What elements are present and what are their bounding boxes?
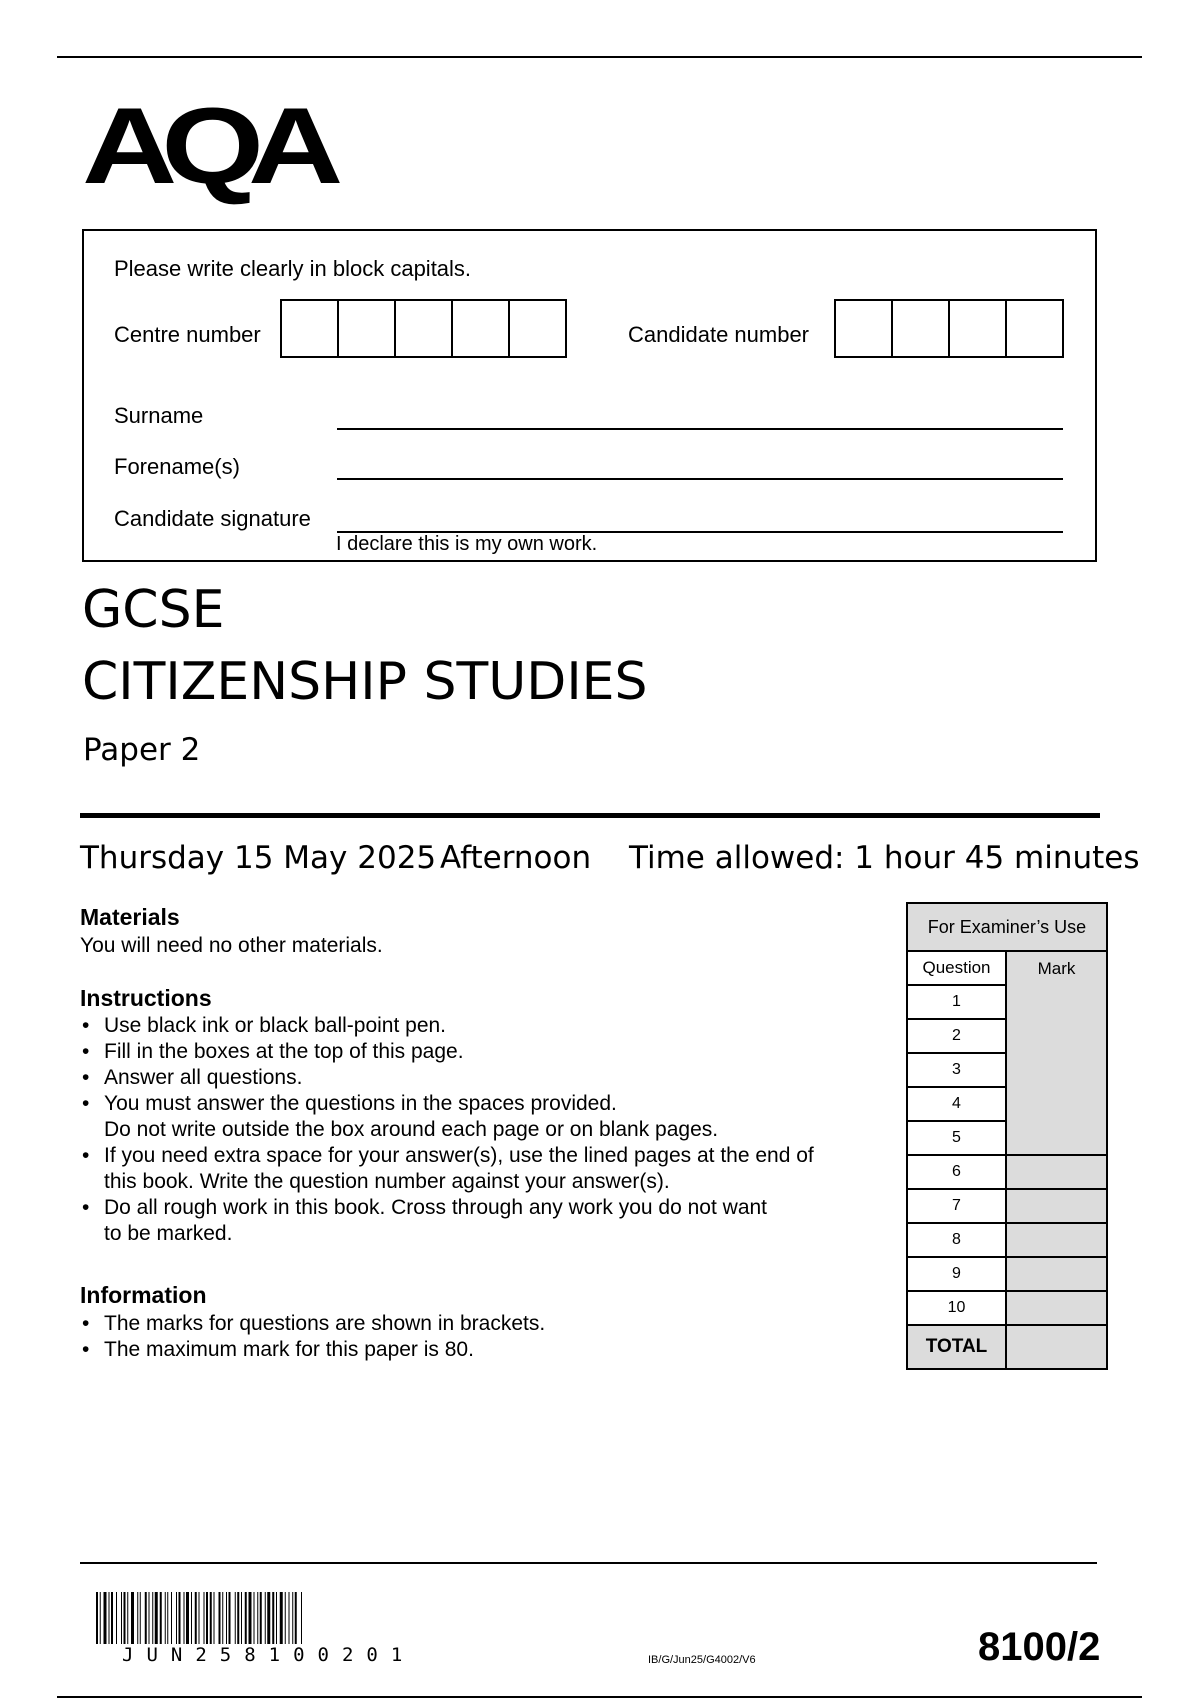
barcode-bar (179, 1592, 181, 1644)
barcode-bar (245, 1592, 247, 1644)
question-number-cell: 2 (908, 1020, 1007, 1054)
exam-session: Afternoon (440, 840, 592, 876)
title-divider (80, 813, 1100, 818)
barcode-bar (111, 1592, 113, 1644)
barcode-bar (155, 1592, 158, 1644)
instruction-text: If you need extra space for your answer(s), use the lined pages at the end of (104, 1144, 814, 1167)
barcode-bar (226, 1592, 227, 1644)
barcode-bar (289, 1592, 290, 1644)
examiner-table-row (908, 1258, 1106, 1292)
candidate-number-label: Candidate number (628, 322, 810, 347)
question-number-cell: 8 (908, 1224, 1007, 1258)
barcode-bar (195, 1592, 197, 1644)
candidate-number-digit-box[interactable] (1007, 301, 1062, 356)
barcode-digits: JUN258100201 (122, 1644, 416, 1666)
mark-cell[interactable] (1007, 1088, 1106, 1122)
centre-number-boxes[interactable] (280, 299, 567, 358)
centre-number-digit-box[interactable] (453, 301, 510, 356)
signature-label: Candidate signature (114, 506, 311, 531)
instruction-item (80, 1013, 814, 1039)
barcode-bar (116, 1592, 117, 1644)
barcode-bar (145, 1592, 147, 1644)
instruction-item-continued (80, 1117, 814, 1143)
mark-cell[interactable] (1005, 1190, 1106, 1224)
question-number-cell: 6 (908, 1156, 1007, 1190)
information-item (80, 1311, 545, 1337)
barcode-bar (235, 1592, 236, 1644)
forename-label: Forename(s) (114, 454, 240, 479)
barcode-bar (160, 1592, 162, 1644)
barcode-bar (137, 1592, 138, 1644)
time-allowed: Time allowed: 1 hour 45 minutes (629, 840, 1140, 876)
total-label: TOTAL (908, 1326, 1007, 1368)
barcode-bar (96, 1592, 98, 1644)
barcode-bar (206, 1592, 208, 1644)
instruction-item-continued (80, 1169, 814, 1195)
barcode-bar (186, 1592, 189, 1644)
question-number-cell: 1 (908, 986, 1007, 1020)
barcode-bar (167, 1592, 168, 1644)
surname-field[interactable] (337, 428, 1063, 430)
barcode-bar (149, 1592, 150, 1644)
candidate-number-digit-box[interactable] (950, 301, 1007, 356)
barcode-bar (165, 1592, 166, 1644)
barcode-bar (100, 1592, 101, 1644)
top-rule (57, 56, 1142, 58)
question-number-cell: 4 (908, 1088, 1007, 1122)
instruction-item (80, 1065, 814, 1091)
barcode-bar (267, 1592, 270, 1644)
barcode-image (96, 1592, 481, 1644)
instruction-text: Do not write outside the box around each page or on blank pages. (104, 1118, 719, 1141)
examiner-table-title: For Examiner’s Use (908, 904, 1106, 952)
information-heading: Information (80, 1282, 207, 1308)
barcode-bar (285, 1592, 286, 1644)
instruction-text: Do all rough work in this book. Cross through any work you do not want (104, 1196, 768, 1219)
barcode-bar (260, 1592, 262, 1644)
block-capitals-instruction: Please write clearly in block capitals. (114, 256, 472, 281)
barcode-bar (121, 1592, 122, 1644)
barcode-bar (219, 1592, 221, 1644)
paper-number: Paper 2 (83, 732, 201, 768)
candidate-number-digit-box[interactable] (893, 301, 950, 356)
barcode-bar (222, 1592, 223, 1644)
instruction-item (80, 1091, 814, 1117)
barcode-bar (124, 1592, 126, 1644)
paper-code: 8100/2 (978, 1625, 1101, 1669)
question-number-cell: 9 (908, 1258, 1007, 1292)
instruction-text: You must answer the questions in the spaces provided. (104, 1092, 617, 1115)
mark-column-header: Mark (1007, 952, 1106, 986)
bottom-rule (57, 1696, 1142, 1698)
instructions-list (80, 1013, 814, 1247)
instruction-text: this book. Write the question number against your answer(s). (104, 1170, 670, 1193)
barcode-bar (152, 1592, 153, 1644)
footer-rule (80, 1562, 1097, 1564)
centre-number-digit-box[interactable] (339, 301, 396, 356)
centre-number-digit-box[interactable] (282, 301, 339, 356)
information-item (80, 1337, 545, 1363)
information-list (80, 1311, 545, 1363)
materials-heading: Materials (80, 904, 180, 930)
information-text: The marks for questions are shown in brackets. (104, 1312, 546, 1335)
barcode-bar (104, 1592, 107, 1644)
barcode-bar (127, 1592, 128, 1644)
barcode-bar (265, 1592, 266, 1644)
total-mark-cell[interactable] (1005, 1326, 1106, 1368)
question-column-header: Question (908, 952, 1007, 986)
barcode-bar (249, 1592, 252, 1644)
mark-cell[interactable] (1005, 1224, 1106, 1258)
question-number-cell: 5 (908, 1122, 1007, 1156)
barcode-bar (191, 1592, 192, 1644)
barcode-bar (171, 1592, 172, 1644)
barcode-bar (301, 1592, 302, 1644)
examiner-table-row (908, 1224, 1106, 1258)
barcode-bar (272, 1592, 274, 1644)
barcode-bar (210, 1592, 212, 1644)
candidate-number-digit-box[interactable] (836, 301, 893, 356)
centre-number-digit-box[interactable] (396, 301, 453, 356)
instruction-item-continued (80, 1221, 814, 1247)
barcode-bar (257, 1592, 258, 1644)
centre-number-label: Centre number (114, 322, 261, 347)
examiner-use-table (906, 902, 1108, 1370)
examiner-table-row (908, 1292, 1106, 1326)
information-text: The maximum mark for this paper is 80. (104, 1338, 474, 1361)
instruction-text: to be marked. (104, 1222, 233, 1245)
mark-cell[interactable] (1005, 1122, 1106, 1156)
mark-cell[interactable] (1007, 1020, 1106, 1054)
barcode-bar (109, 1592, 110, 1644)
examiner-table-total-row (908, 1326, 1106, 1368)
materials-text: You will need no other materials. (80, 934, 383, 957)
instruction-text: Use black ink or black ball-point pen. (104, 1014, 447, 1037)
barcode-bar (176, 1592, 177, 1644)
centre-number-digit-box[interactable] (510, 301, 565, 356)
examiner-table-row (908, 1190, 1106, 1224)
qualification-level: GCSE (82, 580, 225, 640)
question-number-cell: 3 (908, 1054, 1007, 1088)
barcode-bar (241, 1592, 242, 1644)
barcode-bar (292, 1592, 293, 1644)
examiner-table-row (908, 1122, 1106, 1156)
declaration-text: I declare this is my own work. (336, 533, 598, 555)
forename-field[interactable] (337, 478, 1063, 480)
examiner-table-header-row (908, 952, 1106, 986)
document-reference: IB/G/Jun25/G4002/V6 (648, 1654, 756, 1666)
barcode-bar (214, 1592, 215, 1644)
barcode-bar (204, 1592, 205, 1644)
examiner-table-row (908, 1054, 1106, 1088)
examiner-table-body (908, 986, 1106, 1326)
candidate-number-boxes[interactable] (834, 299, 1064, 358)
barcode-bar (237, 1592, 239, 1644)
examiner-table-row (908, 1156, 1106, 1190)
examiner-table-row (908, 1088, 1106, 1122)
question-number-cell: 10 (908, 1292, 1007, 1326)
barcode-bar (199, 1592, 200, 1644)
instruction-text: Answer all questions. (104, 1066, 303, 1089)
barcode-bar (280, 1592, 283, 1644)
instructions-heading: Instructions (80, 985, 212, 1011)
barcode-bar (131, 1592, 134, 1644)
barcode-bar (140, 1592, 141, 1644)
mark-cell[interactable] (1005, 1156, 1106, 1190)
barcode-bar (295, 1592, 297, 1644)
barcode-bar (184, 1592, 185, 1644)
instruction-item (80, 1143, 814, 1169)
instruction-text: Fill in the boxes at the top of this page. (104, 1040, 464, 1063)
examiner-table-row (908, 1020, 1106, 1054)
mark-cell[interactable] (1007, 1054, 1106, 1088)
examiner-table-row (908, 986, 1106, 1020)
instruction-item (80, 1039, 814, 1065)
instruction-item (80, 1195, 814, 1221)
aqa-logo: AQA (82, 85, 328, 206)
barcode-bar (254, 1592, 255, 1644)
barcode-bar (229, 1592, 231, 1644)
mark-cell[interactable] (1005, 1292, 1106, 1326)
mark-cell[interactable] (1005, 1258, 1106, 1292)
exam-date: Thursday 15 May 2025 (80, 840, 437, 876)
surname-label: Surname (114, 403, 204, 428)
question-number-cell: 7 (908, 1190, 1007, 1224)
barcode-bar (276, 1592, 277, 1644)
subject-title: CITIZENSHIP STUDIES (82, 652, 648, 712)
mark-cell[interactable] (1007, 986, 1106, 1020)
